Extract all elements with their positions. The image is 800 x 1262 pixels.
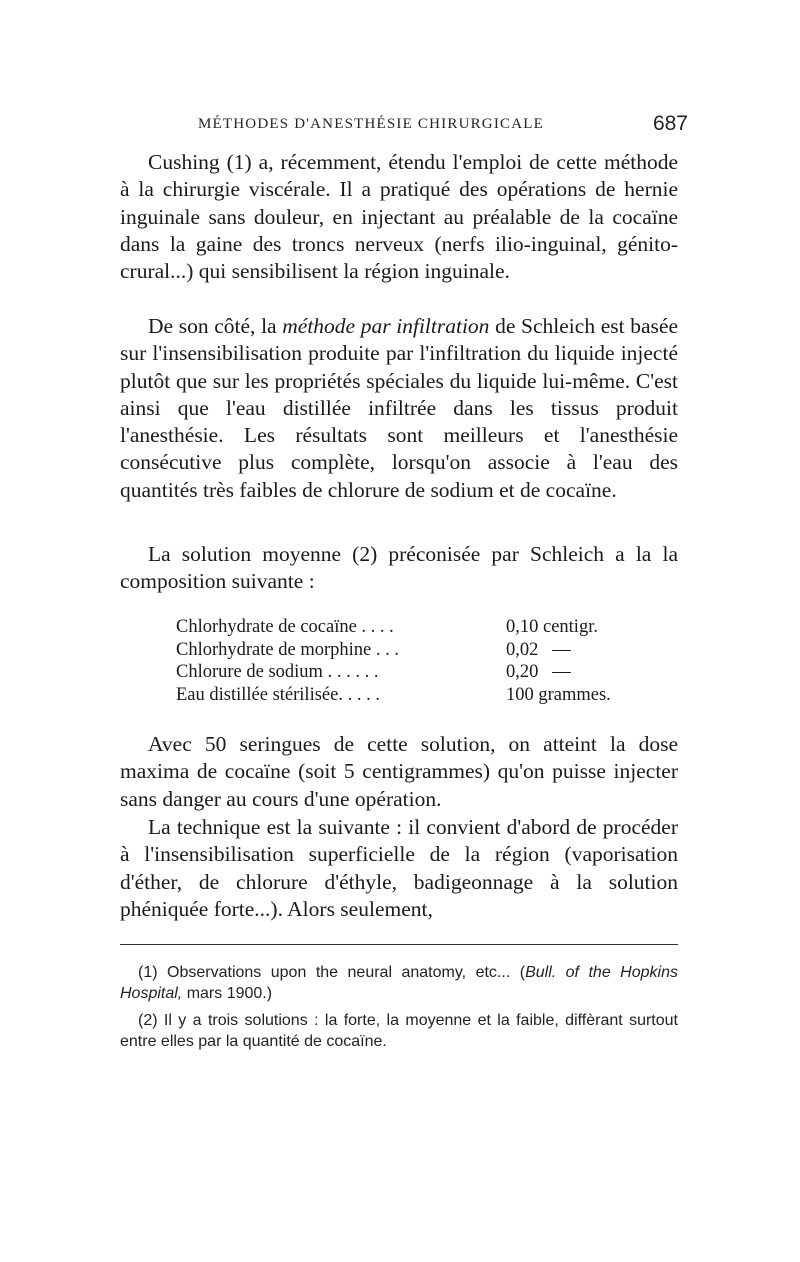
paragraph-5-text: La technique est la suivante : il convient d'abord de procéder à l'insensibilisation superficielle de la région (vaporisation d'éther, de chlorure d'éthyle, badigeonnage à la solution phéniquée forte...). Alors seulement, — [120, 815, 678, 921]
ingredient-name: Chlorhydrate de morphine . . . — [176, 639, 399, 660]
paragraph-2 — [120, 313, 678, 504]
ingredient-quantity: 0,02 — — [506, 639, 571, 660]
paragraph-2-start: De son côté, la — [148, 314, 283, 338]
paragraph-4 — [120, 731, 678, 813]
paragraph-2-emphasis: méthode par infiltration — [282, 314, 490, 338]
composition-row — [176, 684, 656, 707]
footnote-divider — [120, 944, 678, 945]
paragraph-1 — [120, 149, 678, 285]
ingredient-name: Eau distillée stérilisée. . . . . — [176, 684, 380, 705]
composition-row — [176, 661, 656, 684]
page-header — [198, 112, 688, 142]
ingredient-name: Chlorure de sodium . . . . . . — [176, 662, 379, 682]
composition-row — [176, 639, 656, 662]
page-number: 687 — [652, 112, 688, 135]
paragraph-4-text: Avec 50 seringues de cette solution, on atteint la dose maxima de cocaïne (soit 5 centigrammes) qu'on puisse injecter sans danger au cours d'une opération. — [120, 732, 678, 811]
running-title: MÉTHODES D'ANESTHÉSIE CHIRURGICALE — [198, 116, 544, 132]
composition-table — [176, 616, 656, 706]
paragraph-2-text — [120, 313, 678, 504]
footnote-1 — [120, 962, 678, 1004]
ingredient-quantity: 0,10 centigr. — [506, 617, 598, 637]
footnote-1-emphasis: Bull. of the Hopkins Hospital, — [120, 964, 678, 1002]
ingredient-quantity: 100 grammes. — [506, 684, 611, 705]
paragraph-3-text: La solution moyenne (2) préconisée par Schleich a la la composition suivante : — [120, 542, 678, 594]
footnote-1-end: mars 1900.) — [182, 985, 273, 1002]
footnote-2: (2) Il y a trois solutions : la forte, la moyenne et la faible, diffèrant surtout entre elles par la quantité de cocaïne. — [120, 1012, 678, 1050]
paragraph-5 — [120, 814, 678, 923]
ingredient-quantity: 0,20 — — [506, 662, 571, 682]
paragraph-3 — [120, 541, 678, 596]
ingredient-name: Chlorhydrate de cocaïne . . . . — [176, 617, 394, 637]
footnote-1-start: (1) Observations upon the neural anatomy, etc... ( — [138, 964, 526, 981]
footnotes — [120, 962, 678, 1058]
paragraph-1-text: Cushing (1) a, récemment, étendu l'emploi de cette méthode à la chirurgie viscérale. Il a pratiqué des opérations de hernie inguinale sans douleur, en injectant au préalable de la cocaïne dans la gaine des troncs nerveux (nerfs ilio-inguinal, génito-crural...) qui sensibilisent la région inguinale. — [120, 150, 678, 284]
paragraph-2-rest: de Schleich est basée sur l'insensibilisation produite par l'infiltration du liquide injecté plutôt que sur les propriétés spéciales du liquide lui-même. C'est ainsi que l'eau distillée infiltrée dans les tissus produit l'anesthésie. Les résultats sont meilleurs et l'anesthésie consécutive plus complète, lorsqu'on associe à l'eau des quantités très faibles de chlorure de sodium et de cocaïne. — [120, 314, 678, 502]
composition-row — [176, 616, 656, 639]
